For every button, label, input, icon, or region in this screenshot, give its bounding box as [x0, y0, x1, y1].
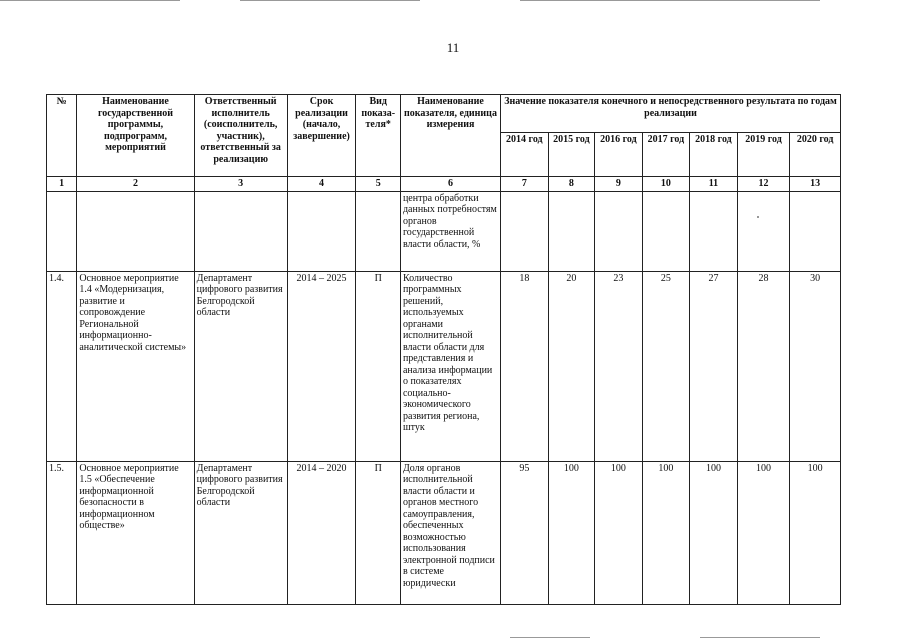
table-row-1-4 — [47, 271, 841, 461]
header-program-name: Наименование государственной программы, подпрограмм, мероприятий — [77, 95, 194, 177]
header-year: 2015 год — [548, 133, 595, 177]
scan-edge-top-right — [520, 0, 820, 1]
cell-program-name: Основное мероприятие 1.4 «Модернизация, развитие и сопровождение Региональной информационно-аналитической системы» — [77, 271, 194, 461]
column-number: 13 — [790, 177, 841, 192]
cell-indicator-name: Доля органов исполнительной власти области и органов местного самоуправления, обеспеченных возможностью использования электронной подписи в системе юридически — [400, 461, 500, 604]
header-term: Срок реализации (начало, завершение) — [287, 95, 356, 177]
header-number: № — [47, 95, 77, 177]
column-number: 6 — [400, 177, 500, 192]
column-number: 11 — [690, 177, 738, 192]
column-number: 8 — [548, 177, 595, 192]
cell-number: 1.4. — [47, 271, 77, 461]
header-year: 2014 год — [501, 133, 549, 177]
column-number: 12 — [737, 177, 790, 192]
cell-term: 2014 – 2020 — [287, 461, 356, 604]
cell-value — [737, 191, 790, 271]
column-number: 4 — [287, 177, 356, 192]
column-number-row — [47, 177, 841, 192]
cell-program-name: Основное мероприятие 1.5 «Обеспечение информационной безопасности в информационном обществе» — [77, 461, 194, 604]
scan-edge-top-left — [0, 0, 180, 1]
scan-edge-top-mid — [240, 0, 420, 1]
header-values-group: Значение показателя конечного и непосредственного результата по годам реализации — [501, 95, 841, 133]
cell-value-2019: 100 — [737, 461, 790, 604]
cell-indicator-type: П — [356, 271, 401, 461]
cell-value — [595, 191, 643, 271]
table-row-1-5 — [47, 461, 841, 604]
column-number: 1 — [47, 177, 77, 192]
cell-value-2017: 25 — [642, 271, 690, 461]
cell-value — [642, 191, 690, 271]
header-year: 2017 год — [642, 133, 690, 177]
cell-indicator-name: центра обработки данных потребностям органов государственной власти области, % — [400, 191, 500, 271]
cell-executor: Департамент цифрового развития Белгородской области — [194, 271, 287, 461]
column-number: 2 — [77, 177, 194, 192]
header-indicator-name: Наименование показателя, единица измерения — [400, 95, 500, 177]
cell-program-name — [77, 191, 194, 271]
scan-speck — [757, 216, 759, 218]
cell-term: 2014 – 2025 — [287, 271, 356, 461]
cell-value — [501, 191, 549, 271]
cell-value-2018: 100 — [690, 461, 738, 604]
cell-executor: Департамент цифрового развития Белгородской области — [194, 461, 287, 604]
cell-term — [287, 191, 356, 271]
cell-value — [548, 191, 595, 271]
cell-value — [690, 191, 738, 271]
cell-indicator-type: П — [356, 461, 401, 604]
cell-value — [790, 191, 841, 271]
cell-value-2014: 95 — [501, 461, 549, 604]
header-year: 2018 год — [690, 133, 738, 177]
table-row-continuation — [47, 191, 841, 271]
scan-edge-bottom-mid — [510, 637, 590, 638]
cell-executor — [194, 191, 287, 271]
scan-edge-bottom-right — [700, 637, 820, 638]
cell-value-2018: 27 — [690, 271, 738, 461]
header-year: 2016 год — [595, 133, 643, 177]
header-year: 2020 год — [790, 133, 841, 177]
header-indicator-type: Вид показа- теля* — [356, 95, 401, 177]
cell-indicator-name: Количество программных решений, используемых органами исполнительной власти области для представления и анализа информации о показателях социально-экономического развития региона, штук — [400, 271, 500, 461]
column-number: 3 — [194, 177, 287, 192]
header-year: 2019 год — [737, 133, 790, 177]
cell-value-2015: 20 — [548, 271, 595, 461]
header-executor: Ответственный исполнитель (соисполнитель, участник), ответственный за реализацию — [194, 95, 287, 177]
cell-value-2020: 30 — [790, 271, 841, 461]
cell-value-2016: 23 — [595, 271, 643, 461]
cell-value-2017: 100 — [642, 461, 690, 604]
cell-value-2014: 18 — [501, 271, 549, 461]
column-number: 5 — [356, 177, 401, 192]
cell-value-2020: 100 — [790, 461, 841, 604]
cell-value-2016: 100 — [595, 461, 643, 604]
cell-value-2015: 100 — [548, 461, 595, 604]
cell-value-2019: 28 — [737, 271, 790, 461]
cell-number — [47, 191, 77, 271]
column-number: 10 — [642, 177, 690, 192]
indicator-table — [46, 94, 841, 605]
column-number: 9 — [595, 177, 643, 192]
cell-number: 1.5. — [47, 461, 77, 604]
cell-indicator-type — [356, 191, 401, 271]
column-number: 7 — [501, 177, 549, 192]
page-number: 11 — [446, 40, 460, 55]
